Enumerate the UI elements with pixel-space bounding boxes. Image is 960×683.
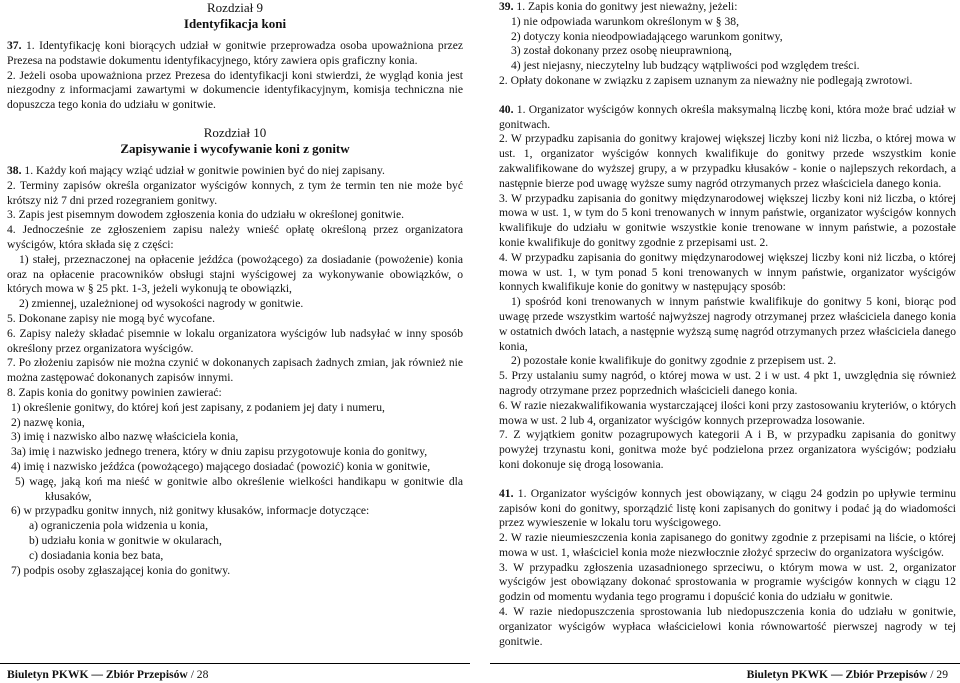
page-number: / 28 [190,668,209,681]
left-page [7,0,463,578]
list-item: 2) nazwę konia, [11,415,85,429]
paragraph-text: 1. Organizator wyścigów konnych określa maksymalną liczbę koni, która może brać udział w gonitwach. [499,102,956,131]
sub-list-item: a) ograniczenia pola widzenia u konia, [29,519,208,533]
chapter-10-heading [7,125,463,157]
paragraph-41-1 [499,487,956,531]
paragraph-38-5: 5. Dokonane zapisy nie mogą być wycofane. [7,311,215,325]
section-number: 37. [7,39,22,52]
paragraph-40-4-2: 2) pozostałe konie kwalifikuje do gonitwy zgodnie z przepisem ust. 2. [511,354,837,368]
paragraph-38-3: 3. Zapis jest pisemnym dowodem zgłoszenia konia do udziału w określonej gonitwie. [7,208,405,222]
paragraph-38-4: 4. Jednocześnie ze zgłoszeniem zapisu należy wnieść opłatę określoną przez organizatora wyścigów, która składa się z części: [7,223,463,251]
list-item: 3a) imię i nazwisko jednego trenera, który w dniu zapisu przygotowuje konia do gonitwy, [11,445,428,459]
chapter-title: Identyfikacja koni [183,16,287,31]
paragraph-text: 1. Organizator wyścigów konnych jest obowiązany, w ciągu 24 godzin po upływie terminu zapisów koni do gonitwy, sporządzić listę koni zapisanych do gonitwy i podać ją do wiadomości przez wywieszenie w lokalu toru wyścigowego. [499,486,956,530]
list-item: 2) dotyczy konia nieodpowiadającego warunkom gonitwy, [511,29,783,43]
sub-list-item: c) dosiadania konia bez bata, [29,548,164,562]
paragraph-41-4: 4. W razie niedopuszczenia sprostowania lub niedopuszczenia konia do udziału w gonitwie, organizator wyścigów wypłaca właścicielowi konia równowartość pierwszej nagrody w tej gonitwie. [499,605,956,648]
section-number: 38. [7,163,22,177]
paragraph-40-1 [499,103,956,133]
list-item: 1) nie odpowiada warunkom określonym w § 38, [511,14,739,28]
paragraph-text: 1. Każdy koń mający wziąć udział w gonitwie powinien być do niej zapisany. [24,163,385,177]
paragraph-41-2: 2. W razie nieumieszczenia konia zapisanego do gonitwy zgodnie z przepisami na liście, o której mowa w ust. 1, właściciel konia może niezwłocznie złożyć sprzeciw do organizatora wyścigów. [499,531,956,559]
paragraph-40-2: 2. W przypadku zapisania do gonitwy krajowej większej liczby koni niż liczba, o której mowa w ust. 1, organizator wyścigów konnych kwalifikuje do gonitwy przede wszystkim konie zakwalifikowane do wyższej grupy, a w przypadku kłusaków - konie o najlepszych rekordach, a następnie bierze pod uwagę wyższe sumy nagród otrzymanych przez właściciela danego konia. [499,132,956,190]
paragraph-text: 1. Identyfikację koni biorących udział w gonitwie przeprowadza osoba upoważniona przez Prezesa na podstawie dokumentu identyfikacyjnego, który zawiera opis graficzny konia. [7,39,463,67]
paragraph-40-7: 7. Z wyjątkiem gonitw pozagrupowych kategorii A i B, w przypadku zapisania do gonitwy powyżej trzynastu koni, gonitwa może być podzielona przez organizatora wyścigów; podziału koni dokonuje się drogą losowania. [499,428,956,471]
section-number: 39. [499,0,514,13]
chapter-title: Zapisywanie i wycofywanie koni z gonitw [120,140,350,156]
paragraph-text: 1. Zapis konia do gonitwy jest nieważny, jeżeli: [516,0,738,13]
list-item: 3) został dokonany przez osobę nieuprawnioną, [511,44,732,58]
list-item: 4) jest niejasny, nieczytelny lub budzący wątpliwości pod względem treści. [511,59,860,73]
list-item: 3) imię i nazwisko albo nazwę właściciela konia, [11,430,239,444]
paragraph-38-4-2: 2) zmiennej, uzależnionej od wysokości nagrody w gonitwie. [19,297,304,311]
paragraph-39-1 [499,0,956,15]
footer-rule-right [490,663,960,664]
list-item: 4) imię i nazwisko jeźdźca (powożącego) mającego dosiadać (powozić) konia w gonitwie, [11,459,431,473]
paragraph-38-1 [7,164,463,179]
section-number: 41. [499,486,514,500]
paragraph-38-2: 2. Terminy zapisów określa organizator wyścigów konnych, z tym że termin ten nie może być krótszy niż 7 dni przed rozegraniem gonitwy. [7,178,463,207]
footer-left [7,668,463,683]
paragraph-38-4-1: 1) stałej, przeznaczonej na opłacenie jeźdźca (powożącego) za dosiadanie (powożenie) konia oraz na opłacenie pracowników obsługi stajni wyścigowej za wykonywanie obowiązków, o których mowa w § 25 pkt. 1-3, jeżeli wykonują te obowiązki, [7,252,463,296]
paragraph-41-3: 3. W przypadku zgłoszenia uzasadnionego sprzeciwu, o którym mowa w ust. 2, organizator wyścigów jest obowiązany dokonać sprostowania w programie wyścigów konnych w ciągu 12 godzin od momentu wydania tego programu i dopuścić konia do udziału w gonitwie. [499,560,956,604]
paragraph-38-6: 6. Zapisy należy składać pisemnie w lokalu organizatora wyścigów lub nadsyłać w inny sposób określony przez organizatora wyścigów. [7,326,463,355]
paragraph-37-2: 2. Jeżeli osoba upoważniona przez Prezesa do identyfikacji koni stwierdzi, że wygląd konia jest niezgodny z informacjami zawartymi w dokumencie identyfikacyjnym, komisja techniczna nie dopuszcza tego konia do udziału w gonitwie. [7,68,463,112]
paragraph-40-5: 5. Przy ustalaniu sumy nagród, o której mowa w ust. 2 i w ust. 4 pkt 1, uwzględnia się również nagrody otrzymane przez poprzednich właścicieli danego konia. [499,369,956,397]
paragraph-37-1 [7,39,463,69]
paragraph-40-4-1: 1) spośród koni trenowanych w innym państwie kwalifikuje do gonitwy 5 koni, biorąc pod uwagę przede wszystkim wartość najwyższej nagrody otrzymanej przez właściciela danego konia w ostatnich dwóch latach, a następnie wyższą sumę nagród otrzymanych przez właściciela danego konia, [499,295,956,353]
paragraph-38-7: 7. Po złożeniu zapisów nie można czynić w dokonanych zapisach żadnych zmian, jak również nie można zastępować dokonanych zapisów innymi. [7,356,463,385]
chapter-number: Rozdział 10 [203,124,267,140]
list-item: 5) wagę, jaką koń ma nieść w gonitwie albo określenie wielkości handikapu w gonitwie dla kłusaków, [15,474,463,503]
sub-list-item: b) udziału konia w gonitwie w okularach, [29,533,222,547]
section-number: 40. [499,102,514,116]
page-number: / 29 [930,668,948,681]
right-page [499,0,956,649]
paragraph-39-2: 2. Opłaty dokonane w związku z zapisem uznanym za nieważny nie podlegają zwrotowi. [499,73,913,87]
list-item: 6) w przypadku gonitw innych, niż gonitwy kłusaków, informacje dotyczące: [11,504,370,518]
list-item: 1) określenie gonitwy, do której koń jest zapisany, z podaniem jej daty i numeru, [11,400,385,414]
chapter-9-heading [7,0,463,32]
footer-rule-left [0,663,470,664]
paragraph-38-8: 8. Zapis konia do gonitwy powinien zawierać: [7,385,222,399]
footer-right [747,668,948,683]
paragraph-40-6: 6. W razie niezakwalifikowania wystarczającej ilości koni przy zastosowaniu kryteriów, o których mowa w ust. 2 lub 4, organizator wyścigów konnych przeprowadza losowanie. [499,398,956,427]
paragraph-40-4: 4. W przypadku zapisania do gonitwy międzynarodowej większej liczby koni niż liczba, o której mowa w ust. 1, w tym ponad 5 koni trenowanych w innym państwie, organizator wyścigów konnych kwalifikuje konie do gonitwy w następujący sposób: [499,250,956,294]
chapter-number: Rozdział 9 [207,0,263,15]
publication-name: Biuletyn PKWK — Zbiór Przepisów [7,668,188,681]
publication-name: Biuletyn PKWK — Zbiór Przepisów [746,668,928,681]
list-item: 7) podpis osoby zgłaszającej konia do gonitwy. [11,563,231,577]
paragraph-40-3: 3. W przypadku zapisania do gonitwy międzynarodowej większej liczby koni niż liczba, o której mowa w ust. 1, w tym do 5 koni trenowanych w innym państwie, organizator wyścigów konnych kwalifikuje do udziału w gonitwie wszystkie konie trenowane w innym państwie, a pozostałe konie kwalifikuje do gonitwy zgodnie z przepisami ust. 2. [499,191,956,249]
